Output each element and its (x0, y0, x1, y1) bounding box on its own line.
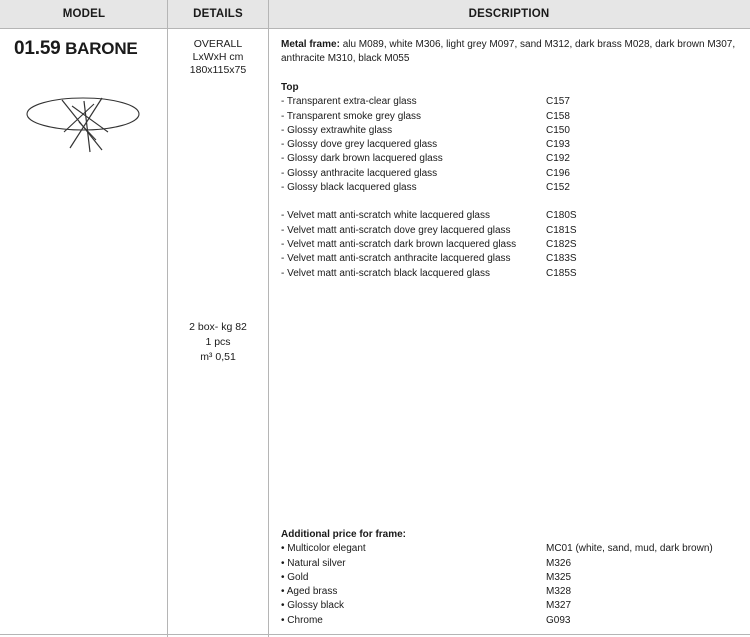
details-packaging (168, 320, 268, 365)
frame-finish-name: • Natural silver (281, 557, 346, 569)
overall-label: OVERALL (193, 38, 243, 50)
glass-option-name: - Transparent extra-clear glass (281, 96, 417, 108)
frame-finish-code: MC01 (white, sand, mud, dark brown) (546, 543, 713, 555)
details-overall (168, 38, 268, 77)
glass-option-name: - Glossy black lacquered glass (281, 182, 417, 194)
glass-option-name: - Glossy dove grey lacquered glass (281, 139, 438, 151)
glass-option-name: - Glossy anthracite lacquered glass (281, 167, 438, 179)
column-divider-2 (268, 0, 269, 637)
velvet-option-name: - Velvet matt anti-scratch anthracite lacquered glass (281, 253, 511, 265)
glass-option-code: C158 (546, 110, 570, 122)
header-details: DETAILS (193, 8, 243, 20)
glass-option (281, 167, 741, 181)
table-illustration (24, 92, 142, 158)
glass-option-code: C152 (546, 182, 570, 194)
frame-finish (281, 614, 741, 628)
glass-option (281, 138, 741, 152)
column-divider-1 (167, 0, 168, 637)
velvet-option-code: C183S (546, 253, 577, 265)
glass-option-code: C196 (546, 167, 570, 179)
velvet-option-name: - Velvet matt anti-scratch black lacquered glass (281, 267, 490, 279)
glass-option (281, 110, 741, 124)
pieces-count: 1 pcs (205, 336, 231, 348)
frame-finish-name: • Gold (281, 571, 309, 583)
metal-frame-description (281, 38, 736, 65)
frame-finish-code: M326 (546, 557, 572, 569)
glass-option (281, 124, 741, 138)
velvet-option-code: C180S (546, 210, 577, 222)
header-description: DESCRIPTION (468, 8, 550, 20)
metal-frame-label: Metal frame: (281, 39, 340, 50)
glass-list (281, 95, 741, 195)
frame-finish-code: G093 (546, 614, 571, 626)
dimensions-value: 180x115x75 (189, 64, 247, 76)
frame-finish-name: • Multicolor elegant (281, 543, 366, 555)
additional-list (281, 542, 741, 628)
frame-finish (281, 571, 741, 585)
frame-finish (281, 557, 741, 571)
table-header (0, 0, 750, 29)
metal-frame-text: alu M089, white M306, light grey M097, sand M312, dark brass M028, dark brown M307, anthracite M310, black M055 (281, 39, 736, 64)
glass-option-name: - Glossy extrawhite glass (281, 124, 393, 136)
frame-finish-name: • Glossy black (281, 600, 344, 612)
velvet-option-code: C182S (546, 238, 577, 250)
glass-option-code: C192 (546, 153, 570, 165)
frame-finish-name: • Aged brass (281, 586, 338, 598)
velvet-option-name: - Velvet matt anti-scratch dark brown lacquered glass (281, 238, 517, 250)
header-model: MODEL (62, 8, 106, 20)
table-bottom-border (0, 634, 750, 635)
top-options (281, 81, 741, 281)
model-name: BARONE (65, 39, 138, 58)
model-code: 01.59 (14, 38, 61, 59)
additional-price-section (281, 528, 741, 628)
velvet-option-name: - Velvet matt anti-scratch dove grey lacquered glass (281, 224, 511, 236)
additional-title: Additional price for frame: (281, 529, 407, 540)
velvet-option-code: C181S (546, 224, 577, 236)
velvet-option-code: C185S (546, 267, 577, 279)
frame-finish (281, 599, 741, 613)
glass-option (281, 181, 741, 195)
velvet-glass-list (281, 209, 741, 280)
volume: m³ 0,51 (200, 351, 236, 363)
velvet-option (281, 224, 741, 238)
velvet-option (281, 267, 741, 281)
frame-finish-code: M328 (546, 586, 572, 598)
top-title: Top (281, 82, 299, 93)
box-weight: 2 box- kg 82 (189, 321, 247, 333)
glass-option (281, 152, 741, 166)
frame-finish-code: M327 (546, 600, 572, 612)
glass-option-code: C157 (546, 96, 570, 108)
glass-option-code: C193 (546, 139, 570, 151)
frame-finish-name: • Chrome (281, 614, 323, 626)
velvet-option (281, 238, 741, 252)
frame-finish (281, 585, 741, 599)
frame-finish-code: M325 (546, 571, 572, 583)
model-title (14, 38, 138, 60)
glass-option-code: C150 (546, 124, 570, 136)
glass-option-name: - Glossy dark brown lacquered glass (281, 153, 443, 165)
glass-option (281, 95, 741, 109)
velvet-option (281, 252, 741, 266)
velvet-option-name: - Velvet matt anti-scratch white lacquered glass (281, 210, 490, 222)
dimensions-label: LxWxH cm (192, 51, 244, 63)
frame-finish (281, 542, 741, 556)
velvet-option (281, 209, 741, 223)
glass-option-name: - Transparent smoke grey glass (281, 110, 422, 122)
